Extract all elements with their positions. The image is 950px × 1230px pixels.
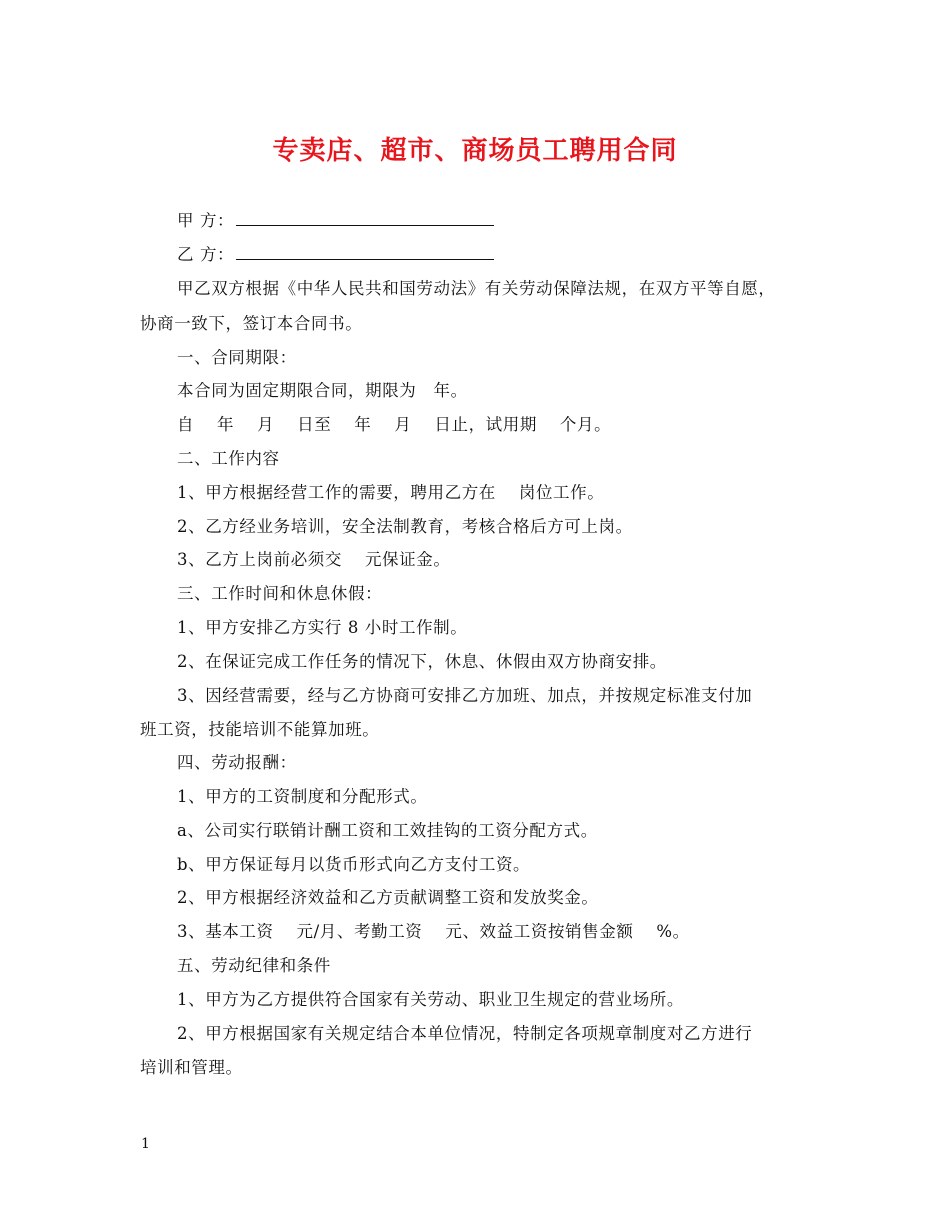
section-4-line2: a、公司实行联销计酬工资和工效挂钩的工资分配方式。 <box>177 821 598 840</box>
party-b-blank <box>236 245 494 260</box>
section-4-line4: 2、甲方根据经济效益和乙方贡献调整工资和发放奖金。 <box>177 888 599 907</box>
section-2-line2: 2、乙方经业务培训，安全法制教育，考核合格后方可上岗。 <box>177 517 633 536</box>
section-1-heading: 一、合同期限： <box>177 348 297 367</box>
party-a-label: 甲 方： <box>177 211 235 230</box>
section-3-line2: 2、在保证完成工作任务的情况下，休息、休假由双方协商安排。 <box>177 652 667 671</box>
section-5-line2a: 2、甲方根据国家有关规定结合本单位情况，特制定各项规章制度对乙方进行 <box>177 1024 753 1043</box>
section-2-line1: 1、甲方根据经营工作的需要，聘用乙方在 岗位工作。 <box>177 483 605 502</box>
section-3-heading: 三、工作时间和休息休假： <box>177 584 383 603</box>
section-2-heading: 二、工作内容 <box>177 449 280 468</box>
section-3-line3b: 班工资，技能培训不能算加班。 <box>140 720 380 739</box>
section-5-line1: 1、甲方为乙方提供符合国家有关劳动、职业卫生规定的营业场所。 <box>177 990 684 1009</box>
document-title: 专卖店、超市、商场员工聘用合同 <box>272 136 678 166</box>
section-4-line3: b、甲方保证每月以货币形式向乙方支付工资。 <box>177 855 531 874</box>
section-1-line2: 自 年 月 日至 年 月 日止，试用期 个月。 <box>177 415 612 434</box>
section-4-heading: 四、劳动报酬： <box>177 753 297 772</box>
section-2-line3: 3、乙方上岗前必须交 元保证金。 <box>177 550 451 569</box>
party-a-blank <box>236 211 494 226</box>
section-5-line2b: 培训和管理。 <box>140 1058 243 1077</box>
party-b-line <box>177 244 494 266</box>
section-3-line1: 1、甲方安排乙方实行 8 小时工作制。 <box>177 618 468 637</box>
section-1-line1: 本合同为固定期限合同，期限为 年。 <box>177 381 468 400</box>
party-b-label: 乙 方： <box>177 245 235 264</box>
page-number: 1 <box>141 1136 150 1152</box>
intro-paragraph-line1: 甲乙双方根据《中华人民共和国劳动法》有关劳动保障法规，在双方平等自愿， <box>177 279 776 298</box>
section-5-heading: 五、劳动纪律和条件 <box>177 956 331 975</box>
section-3-line3a: 3、因经营需要，经与乙方协商可安排乙方加班、加点，并按规定标准支付加 <box>177 686 753 705</box>
party-a-line <box>177 210 494 232</box>
intro-paragraph-line2: 协商一致下，签订本合同书。 <box>140 314 363 333</box>
section-4-line1: 1、甲方的工资制度和分配形式。 <box>177 787 428 806</box>
section-4-line5: 3、基本工资 元/月、考勤工资 元、效益工资按销售金额 %。 <box>177 922 690 941</box>
